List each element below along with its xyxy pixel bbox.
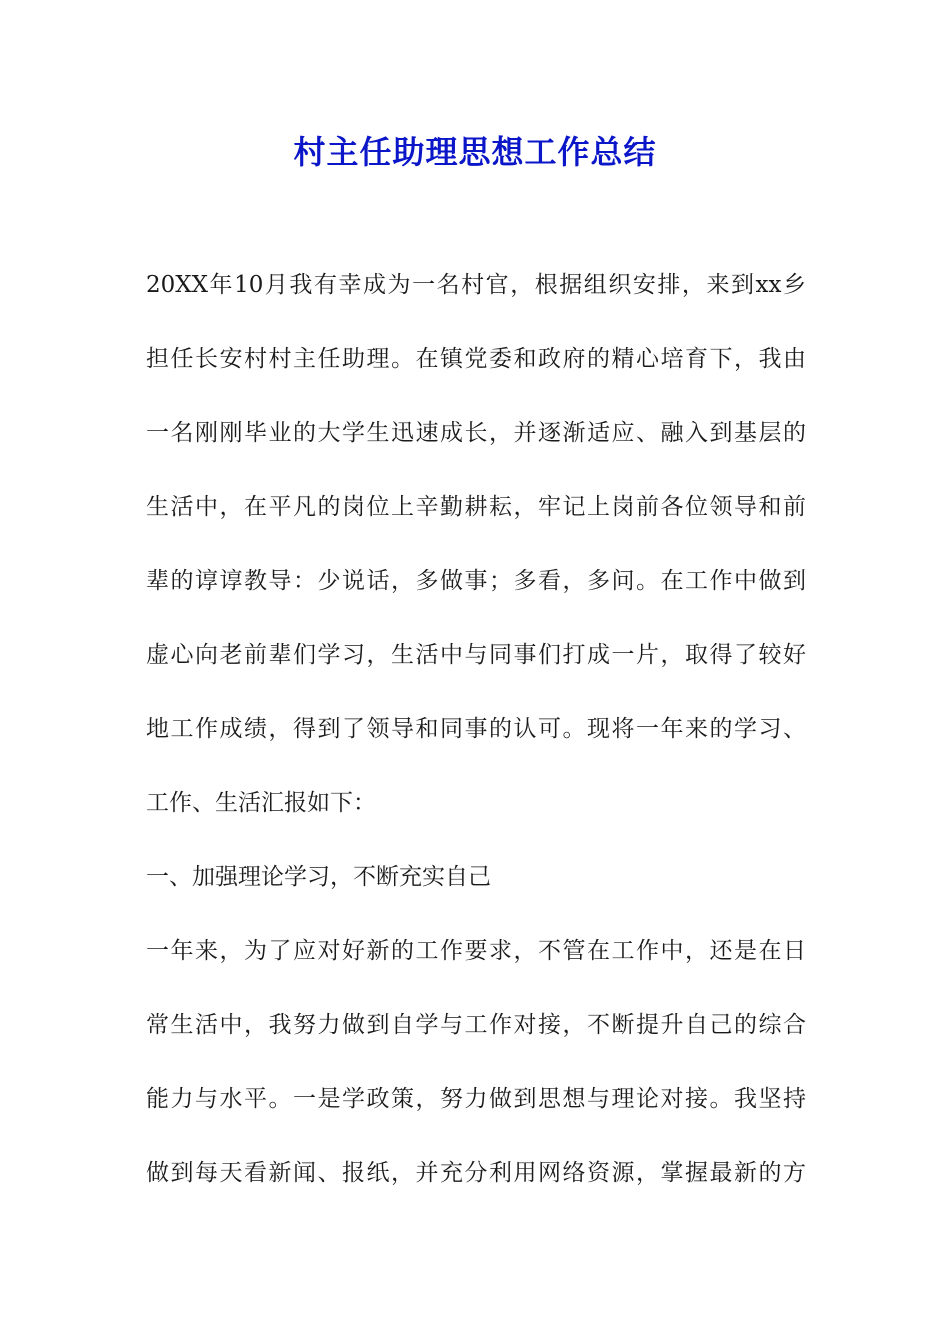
- paragraph-line: 生活中，在平凡的岗位上辛勤耕耘，牢记上岗前各位领导和前: [146, 494, 806, 520]
- document-body: [146, 262, 806, 1224]
- paragraph-line: 20XX年10月我有幸成为一名村官，根据组织安排，来到xx乡: [146, 272, 806, 298]
- paragraph-line: 工作、生活汇报如下：: [146, 790, 376, 816]
- paragraph-line: 一年来，为了应对好新的工作要求，不管在工作中，还是在日: [146, 938, 806, 964]
- section-heading: 一、加强理论学习，不断充实自己: [146, 864, 491, 890]
- paragraph-line: 地工作成绩，得到了领导和同事的认可。现将一年来的学习、: [146, 716, 806, 742]
- paragraph-line: 做到每天看新闻、报纸，并充分利用网络资源，掌握最新的方: [146, 1160, 806, 1186]
- paragraph-line: 一名刚刚毕业的大学生迅速成长，并逐渐适应、融入到基层的: [146, 420, 806, 446]
- paragraph-line: 能力与水平。一是学政策，努力做到思想与理论对接。我坚持: [146, 1086, 806, 1112]
- paragraph-line: 常生活中，我努力做到自学与工作对接，不断提升自己的综合: [146, 1012, 806, 1038]
- document-title: 村主任助理思想工作总结: [293, 133, 657, 171]
- paragraph-line: 虚心向老前辈们学习，生活中与同事们打成一片，取得了较好: [146, 642, 806, 668]
- paragraph-line: 担任长安村村主任助理。在镇党委和政府的精心培育下，我由: [146, 346, 806, 372]
- paragraph-line: 辈的谆谆教导：少说话，多做事；多看，多问。在工作中做到: [146, 568, 806, 594]
